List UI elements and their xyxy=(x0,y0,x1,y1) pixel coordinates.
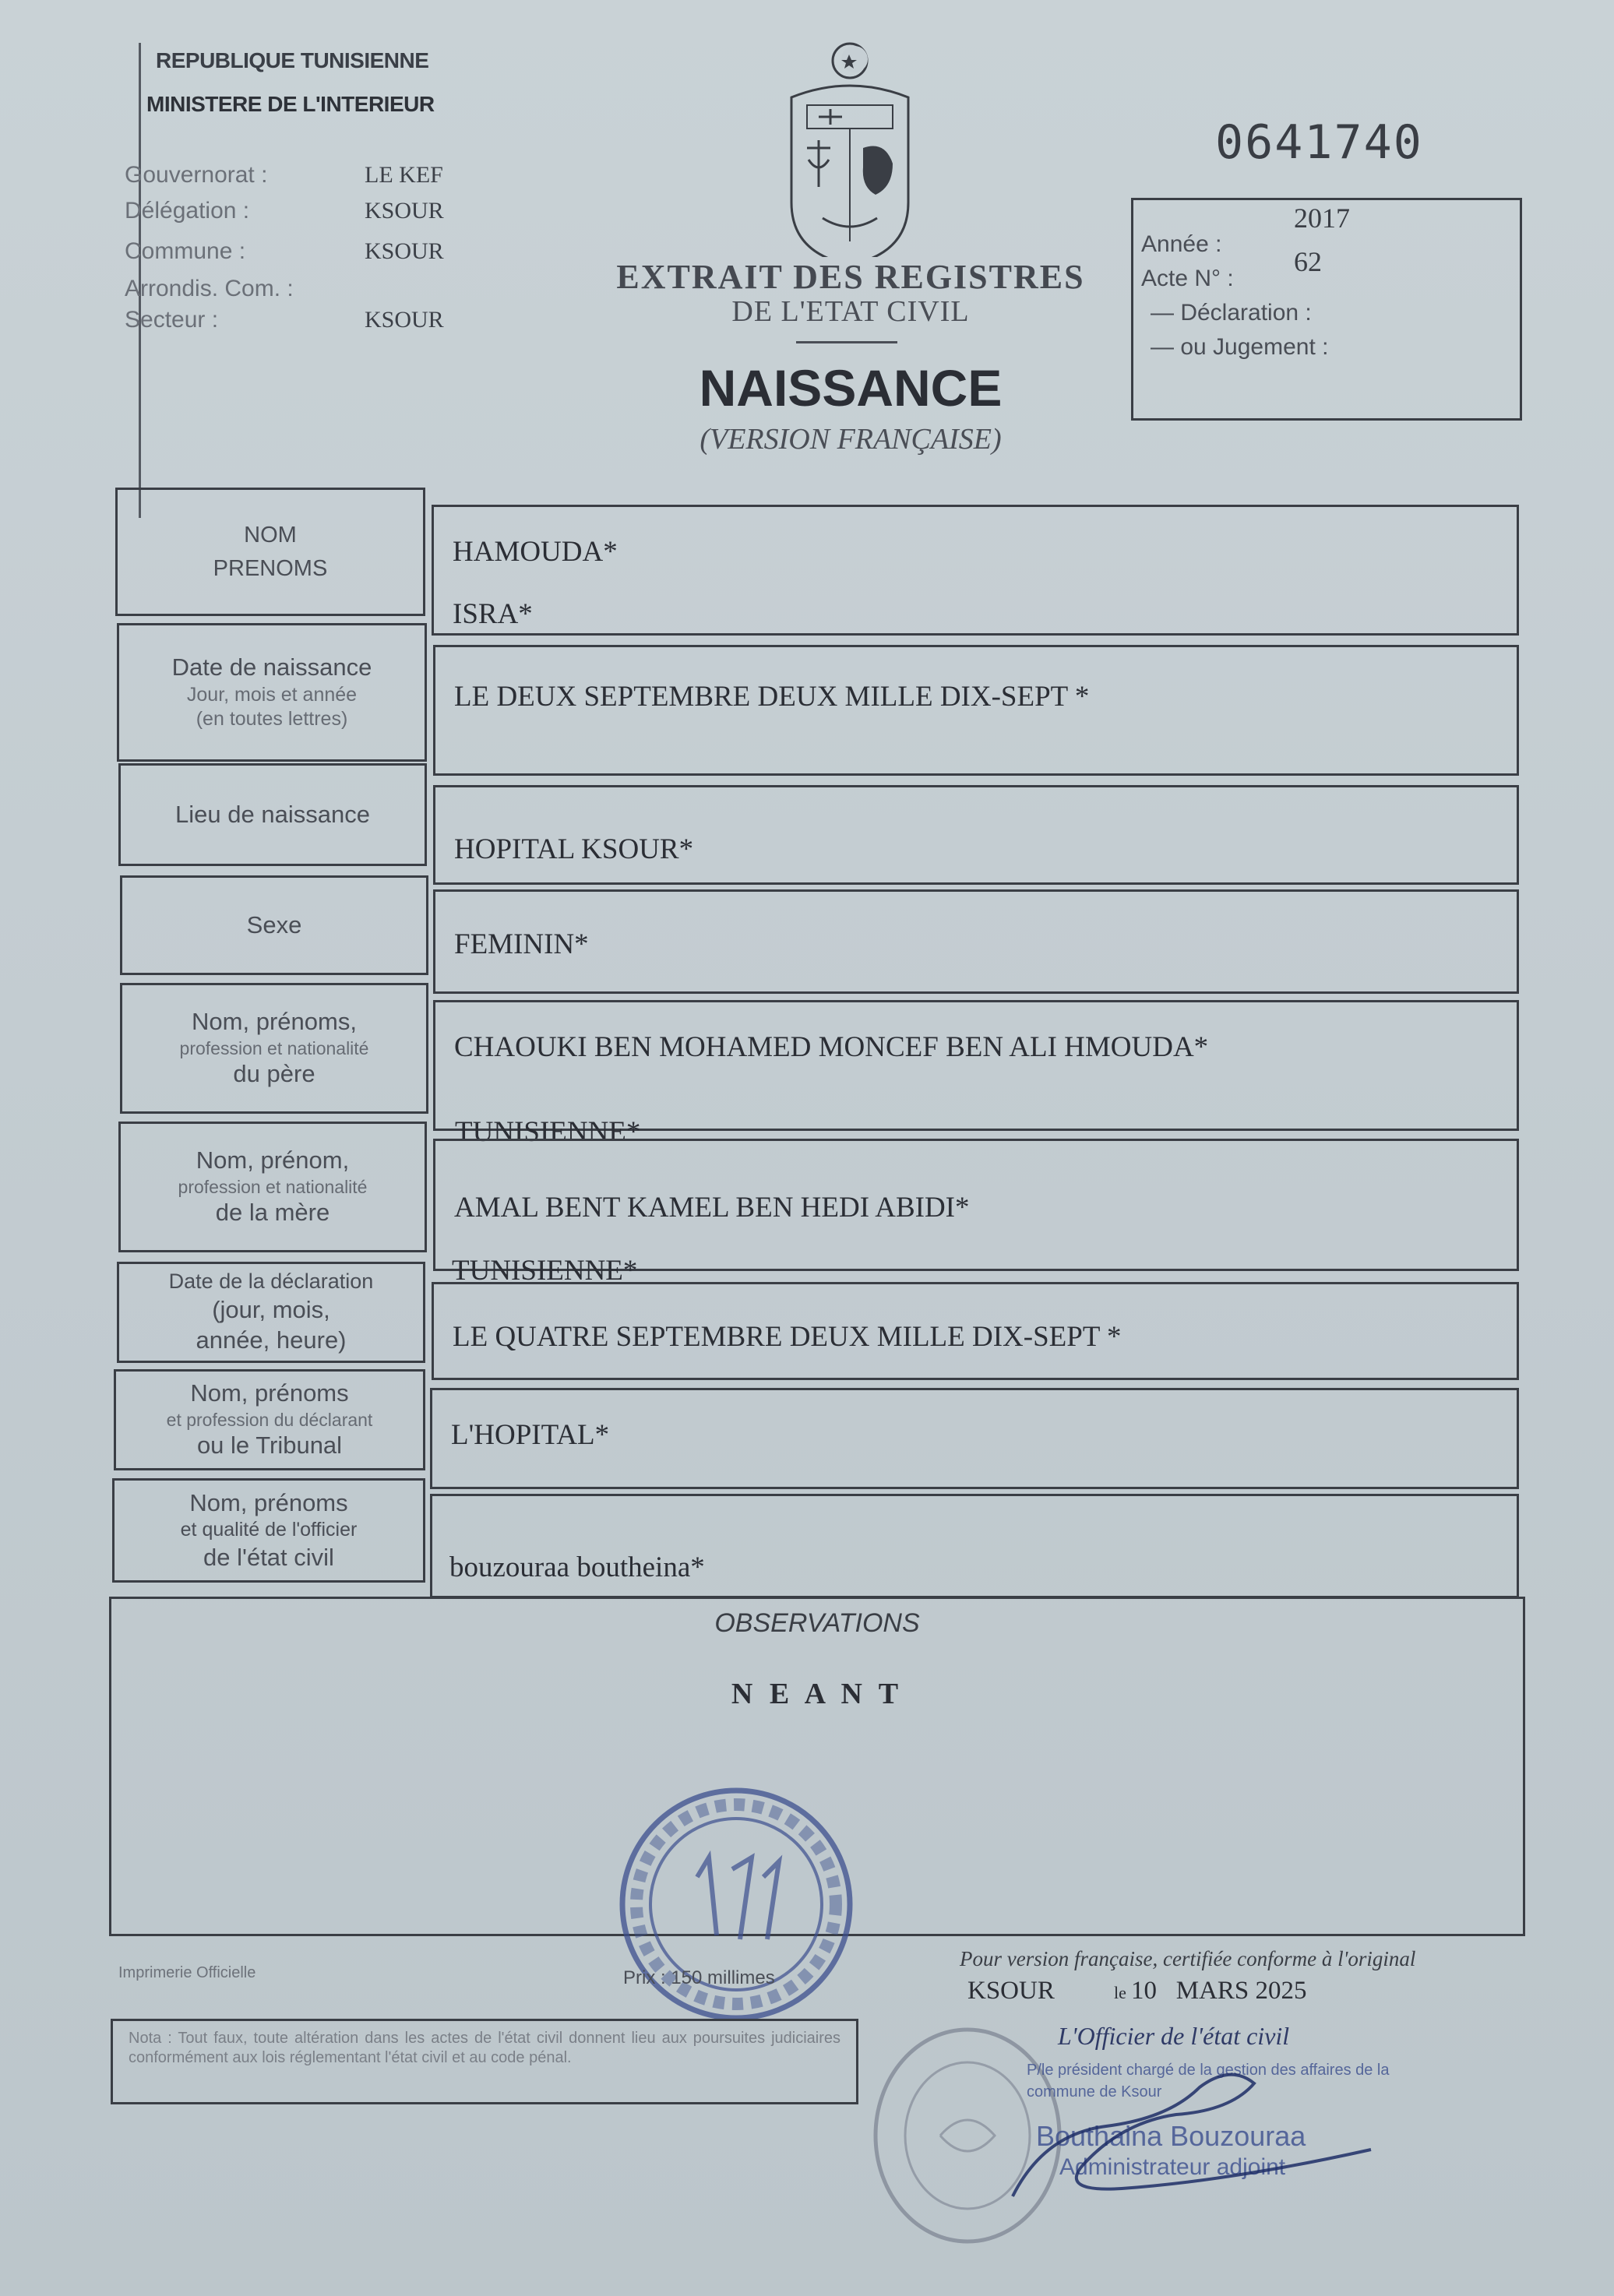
arrondis-label: Arrondis. Com. : xyxy=(125,276,294,301)
declaration-label: — Déclaration : xyxy=(1151,300,1312,326)
mere-label: Nom, prénom, xyxy=(196,1146,350,1174)
legal-note: Nota : Tout faux, toute altération dans les actes de l'état civil donnent lieu aux poursuites judiciaires conformément aux lois réglementant l'état civil et au code pénal. xyxy=(111,2019,858,2104)
declaration-date-sublabel2: année, heure) xyxy=(196,1326,347,1354)
declarant-label: Nom, prénoms xyxy=(190,1379,349,1407)
declarant-value: L'HOPITAL* xyxy=(451,1419,610,1451)
mere-sublabel: profession et nationalité xyxy=(178,1176,368,1197)
pere-label-end: du père xyxy=(233,1060,315,1088)
annee-label: Année : xyxy=(1141,231,1222,257)
pere-label-cell xyxy=(120,983,428,1114)
lieu-label-cell xyxy=(118,763,427,866)
delegation-label: Délégation : xyxy=(125,198,250,224)
gouvernorat-label: Gouvernorat : xyxy=(125,162,268,188)
title-line1: EXTRAIT DES REGISTRES xyxy=(616,258,1085,296)
commune-value: KSOUR xyxy=(365,238,444,264)
observations-title: OBSERVATIONS xyxy=(714,1608,920,1638)
nom-value: HAMOUDA* xyxy=(453,536,618,568)
declaration-date-value: LE QUATRE SEPTEMBRE DEUX MILLE DIX-SEPT * xyxy=(453,1321,1122,1353)
declarant-label-end: ou le Tribunal xyxy=(196,1431,343,1460)
jugement-label: — ou Jugement : xyxy=(1151,334,1329,360)
mere-nationality: TUNISIENNE* xyxy=(452,1255,638,1287)
lieu-label: Lieu de naissance xyxy=(175,800,370,828)
date-naissance-value-cell xyxy=(433,645,1519,776)
annee-value: 2017 xyxy=(1294,202,1350,234)
issue-place: KSOUR xyxy=(967,1977,1055,2005)
pere-value-cell xyxy=(433,1000,1519,1131)
sexe-value: FEMININ* xyxy=(454,928,589,960)
officier-label-cell xyxy=(112,1478,425,1583)
issue-date: 10 MARS 2025 xyxy=(1131,1977,1307,2005)
pere-sublabel: profession et nationalité xyxy=(179,1037,369,1058)
pere-label: Nom, prénoms, xyxy=(192,1007,357,1035)
signature-name: Bouthaina Bouzouraa xyxy=(1036,2120,1306,2152)
officier-label-end: de l'état civil xyxy=(203,1543,334,1571)
declarant-value-cell xyxy=(430,1388,1519,1489)
title-divider xyxy=(796,341,897,343)
delegation-value: KSOUR xyxy=(365,198,444,224)
declaration-date-label: Date de la déclaration xyxy=(168,1269,374,1294)
version-label: (VERSION FRANÇAISE) xyxy=(700,423,1002,456)
certification-text: Pour version française, certifiée conforme à l'original xyxy=(960,1947,1416,1970)
title-line2: DE L'ETAT CIVIL xyxy=(731,295,970,328)
date-naissance-label-cell xyxy=(117,623,427,762)
officier-label: Nom, prénoms xyxy=(189,1488,348,1516)
imprimerie-label: Imprimerie Officielle xyxy=(118,1964,256,1981)
lieu-value-cell xyxy=(433,785,1519,885)
officier-sublabel: et qualité de l'officier xyxy=(180,1519,358,1541)
commune-row xyxy=(125,238,514,273)
secteur-row xyxy=(125,307,514,341)
officer-stamp-text: P/le président chargé de la gestion des affaires de la commune de Ksour xyxy=(1027,2062,1390,2101)
declaration-date-sublabel1: (jour, mois, xyxy=(212,1296,330,1324)
nom-value-cell xyxy=(432,505,1519,636)
doc-type-title: NAISSANCE xyxy=(699,359,1003,417)
acte-value: 62 xyxy=(1294,246,1322,277)
republic-label: REPUBLIQUE TUNISIENNE xyxy=(156,48,429,72)
declarant-label-cell xyxy=(114,1369,425,1470)
date-naissance-sublabel2: (en toutes lettres) xyxy=(196,708,348,731)
gouvernorat-row xyxy=(125,162,514,196)
acte-label: Acte N° : xyxy=(1141,266,1234,291)
sexe-label-cell xyxy=(120,875,428,975)
date-naissance-value: LE DEUX SEPTEMBRE DEUX MILLE DIX-SEPT * xyxy=(454,681,1090,713)
coat-of-arms-icon xyxy=(776,31,924,257)
lieu-value: HOPITAL KSOUR* xyxy=(454,833,694,865)
sexe-label: Sexe xyxy=(246,910,302,938)
mere-label-end: de la mère xyxy=(215,1199,330,1227)
date-naissance-sublabel1: Jour, mois et année xyxy=(186,684,358,706)
observations-value: N E A N T xyxy=(731,1678,904,1710)
serial-number: 0641740 xyxy=(1215,115,1423,170)
declarant-sublabel: et profession du déclarant xyxy=(166,1409,373,1430)
signature-role: Administrateur adjoint xyxy=(1059,2154,1286,2180)
pere-value: CHAOUKI BEN MOHAMED MONCEF BEN ALI HMOUDA* xyxy=(454,1031,1209,1063)
declaration-value-cell xyxy=(432,1282,1519,1380)
nom-label: NOM xyxy=(244,523,297,548)
officer-title: L'Officier de l'état civil xyxy=(1058,2022,1290,2050)
secteur-value: KSOUR xyxy=(365,307,444,333)
mere-value: AMAL BENT KAMEL BEN HEDI ABIDI* xyxy=(454,1192,970,1224)
delegation-row xyxy=(125,198,514,232)
officier-value: bouzouraa boutheina* xyxy=(449,1551,705,1583)
mere-value-cell xyxy=(433,1139,1519,1271)
signature-scribble-icon xyxy=(997,2041,1402,2212)
prenom-value: ISRA* xyxy=(453,598,533,630)
gouvernorat-value: LE KEF xyxy=(365,162,443,188)
secteur-label: Secteur : xyxy=(125,307,219,333)
mere-label-cell xyxy=(118,1122,427,1252)
pere-nationality: TUNISIENNE* xyxy=(455,1116,641,1148)
sexe-value-cell xyxy=(433,889,1519,994)
date-prefix: le xyxy=(1114,1983,1126,2002)
prenoms-label: PRENOMS xyxy=(213,555,328,581)
price-label: Prix : 150 millimes xyxy=(623,1967,775,1988)
date-naissance-label: Date de naissance xyxy=(171,653,372,681)
acte-box xyxy=(1131,198,1522,421)
ministry-label: MINISTERE DE L'INTERIEUR xyxy=(146,92,435,116)
officier-value-cell xyxy=(430,1494,1519,1598)
nom-label-cell xyxy=(115,488,425,616)
arrondis-row xyxy=(125,276,514,310)
commune-label: Commune : xyxy=(125,238,246,264)
declaration-label-cell xyxy=(117,1262,425,1363)
